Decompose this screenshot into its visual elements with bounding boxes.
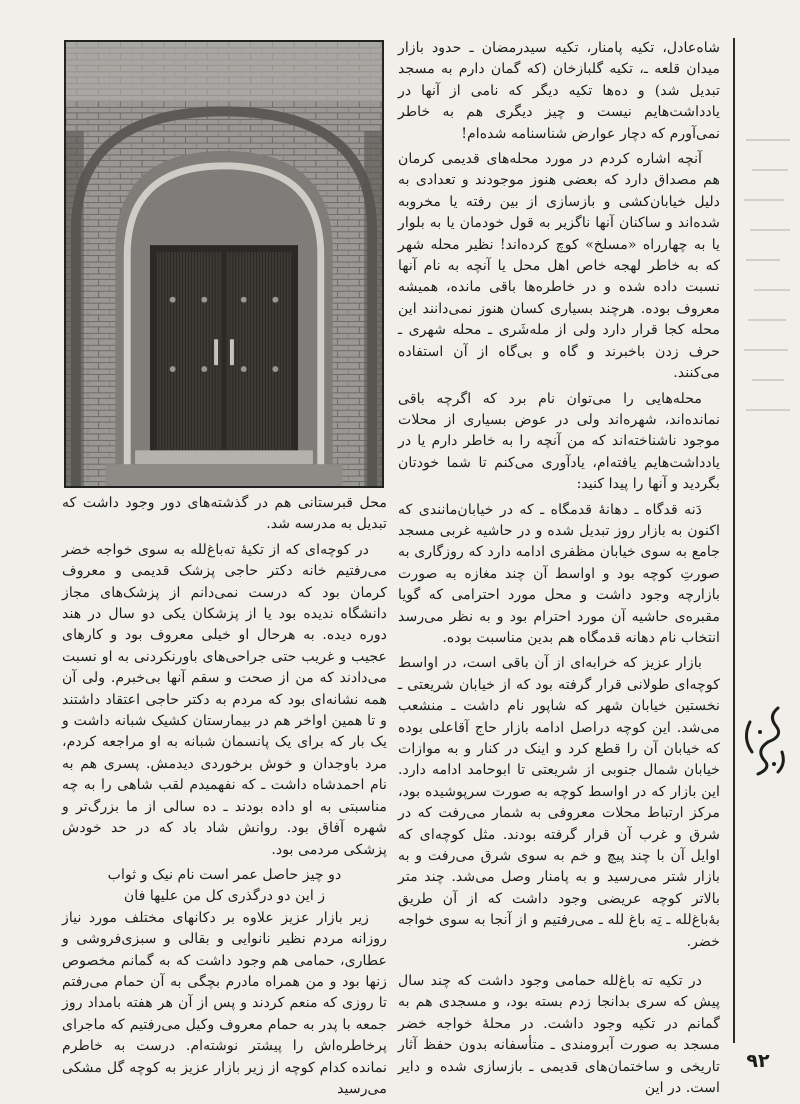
right-column-paragraph: بازار عزیز که خرابه‌ای از آن باقی است، در اواسط کوچه‌ای طولانی قرار گرفته بود که از خیابان شریعتی ـ نخستین خیابان شهر که شاپور نام داشت ـ منشعب می‌شد. این کوچه دراصل ادامه بازار حاج آقاعلی بوده که خیابان آن را قطع کرد و اینک در کنار و به موازات خیابان شمال جنوبی از شریعتی تا ابوحامد ادامه دارد. این بازار که در اواسط کوچه به صورت سرپوشیده بود، مرکز ارتباط محلات معروفی به شمار می‌رفت که در شرق و غرب آن قرار گرفته بودند. مثل کوچه‌ای که اوایل آن با چند پیچ و خم به سوی شرق می‌رفت و به بازار شتر می‌رسید و به پامنار وصل می‌شد. چند متر بالاتر کوچه عریضی وجود داشت که از آن طریق بهٔ‌باغ‌لله ـ تِه باغ لله ـ می‌رفتیم و از آنجا به سوی خواجه خضر. <box>398 655 720 950</box>
show-through-text <box>740 130 796 430</box>
poem-verse: دو چیز حاصل عمر است نام نیک و ثواب <box>107 866 342 883</box>
right-column-paragraph: در تکیه ته باغ‌لله حمامی وجود داشت که چند سال پیش که سری بدانجا زدم بسته بود، و مسجدی هم به گمانم در تکیه وجود داشت. در محلهٔ خواجه خضر مسجد به صورت آبرومندی ـ متأسفانه بدون حفظ آثار تاریخی و ساختمان‌های قدیمی ـ بازسازی شده و دایر است. در این <box>398 973 720 1097</box>
left-column-paragraph: زیر بازار عزیز علاوه بر دکانهای مختلف مورد نیاز روزانه مردم نظیر نانوایی و بقالی و سبزی‌فروشی و عطاری، حمامی هم وجود داشت که به گمانم مخصوص زنها بود و من همراه مادرم بچگی به آن حمام می‌رفتم تا روزی که منعم کردند و پس از آن هر هفته بامداد روز جمعه با پدر به حمام معروف وکیل می‌رفتیم که ماجرای پرخاطره‌اش را پیشتر نوشته‌ام. درست به خاطرم نمانده کدام کوچه از زیر بازار عزیز به کوچه گل مشکی می‌رسید <box>62 909 387 1097</box>
left-column-caption: محل قبرستانی هم در گذشته‌های دور وجود داشت که تبدیل به مدرسه شد. <box>62 495 387 533</box>
right-column-paragraph: شاه‌عادل، تکیه پامنار، تکیه سیدرمضان ـ حدود بازار میدان قلعه ـ، تکیه گلبازخان (که گمان دارم به مسجد تبدیل شد) و ده‌ها تکیه دیگر که نامی از آنها در یادداشت‌هایم نیست و چیز دیگری هم به خاطر نمی‌آورم که دچار عوارض شناسنامه شده‌ام! <box>398 40 720 142</box>
poem-verse: ز این دو درگذری کل من علیها فان <box>123 888 326 905</box>
page-number: ۹۲ <box>746 1050 770 1072</box>
margin-rule <box>733 38 735 1043</box>
left-column-paragraph: در کوچه‌ای که از تکیهٔ ته‌باغ‌لله به سوی خواجه خضر می‌رفتیم خانه دکتر حاجی پزشک قدیمی و معروف کرمان بود که درست نمی‌دانم از پزشک‌های مجاز دانشگاه ندیده بود یا از پزشکان یکی دو سال در هند دوره دیده. به هرحال او خیلی معروف بود و کارهای عجیب و غریب حتی جراحی‌های باورنکردنی به او نسبت می‌دادند که من از صحت و سقم آنها بی‌خبرم. ولی آن همه نشانه‌ای بود که مردم به دکتر حاجی اعتقاد داشتند و تا همین اواخر هم در بیمارستان کشیک شبانه داشت و یک بار که برای یک پانسمان شبانه به او مراجعه کردم، مرد باوجدان و خوش برخوردی دیدمش. پسری هم به نام احمدشاه داشت ـ که نفهمیدم لقب شاهی را به چه مناسبتی به او داده بودند ـ ده سالی از ما بزرگ‌تر و شهره آفاق بود. روانش شاد باد که در حد خودش پزشکی مردمی بود. <box>62 541 387 858</box>
right-column-paragraph: محله‌هایی را می‌توان نام برد که اگرچه باقی نمانده‌اند، شهره‌اند ولی در عوض بسیاری از محلات موجود ناشناخته‌اند که من آنچه را به خاطر دارم یا در یادداشت‌هایم یافته‌ام، یادآوری می‌کنم تا شما خودتان بگردید و آنها را پیدا کنید: <box>398 390 720 493</box>
doorway-photo <box>64 40 384 488</box>
right-column <box>398 38 720 1104</box>
arched-doorway-photo-icon <box>66 42 382 486</box>
right-column-paragraph: دَنه قدگاه ـ دهانهٔ قدمگاه ـ که در خیابان‌مانندی که اکنون به بازار روز تبدیل شده و در حاشیه غربی مسجد جامع به سوی خیابان مظفری ادامه دارد که روزگاری به صورتِ کوچه بود و اواسط آن چند مغازه به صورت بازارچه وجود داشت و محل مورد احترامی که گویا مقبره‌ی حاشیه آن مورد احترام بود و به نظر می‌رسد انتخاب نام دهانه قدمگاه هم بدین مناسبت بوده. <box>398 501 720 646</box>
right-column-paragraph: آنچه اشاره کردم در مورد محله‌های قدیمی کرمان هم مصداق دارد که بعضی هنوز موجودند و تعدادی به دلیل خیابان‌کشی و بازسازی از بین رفته یا مخروبه شده‌اند و ساکنان آنها ناگزیر به قول خودمان یا به بلوار یا به چهارراه «مسلخ» کوچ کرده‌اند! نظیر محله شهر که به خاطر لهجه خاص اهل محل یا آنچه به نام آنها نسبت داده شده و در خاطره‌ها باقی مانده، همیشه معروف بوده. هرچند بسیاری کسان هنوز نمی‌دانند این محله کجا قرار دارد ولی از مله‌شَری ـ محله شهری ـ حرف زدن باخبرند و گاه و بی‌گاه از آن استفاده می‌کنند. <box>398 151 720 382</box>
left-column <box>62 493 387 1104</box>
side-title-calligraphy <box>738 702 790 780</box>
